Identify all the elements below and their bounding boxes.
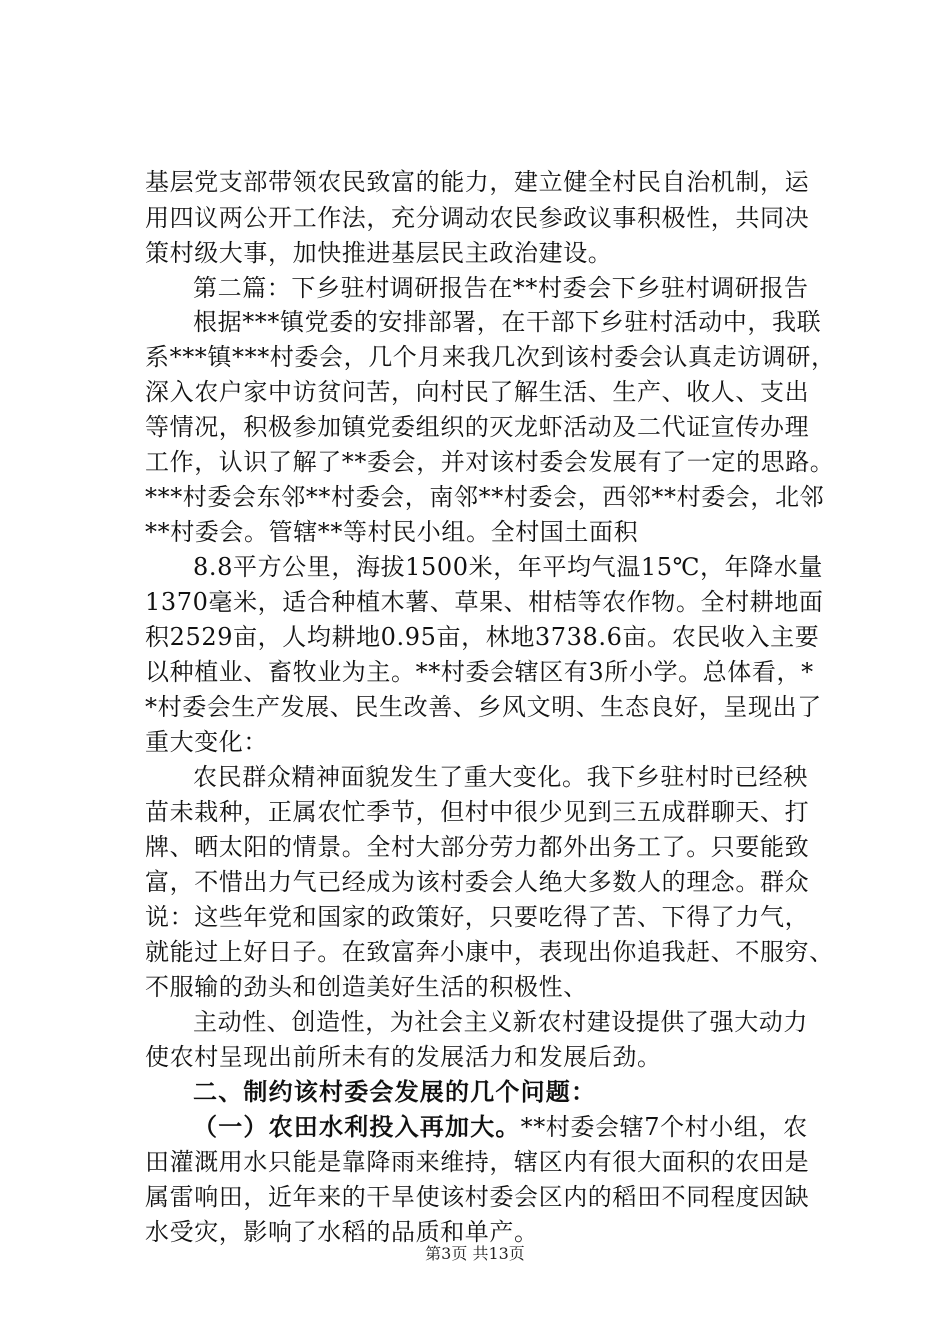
paragraph-line: 工作，认识了解了**委会，并对该村委会发展有了一定的思路。 bbox=[145, 448, 835, 476]
paragraph-line: 说：这些年党和国家的政策好，只要吃得了苦、下得了力气， bbox=[145, 903, 810, 931]
subsection-heading: （一）农田水利投入再加大。 bbox=[193, 1113, 521, 1141]
paragraph-line: 基层党支部带领农民致富的能力，建立健全村民自治机制，运 bbox=[145, 168, 810, 196]
paragraph-line: 苗未栽种，正属农忙季节，但村中很少见到三五成群聊天、打 bbox=[145, 798, 810, 826]
paragraph-line: 策村级大事，加快推进基层民主政治建设。 bbox=[145, 239, 613, 267]
paragraph-line: 富，不惜出力气已经成为该村委会人绝大多数人的理念。群众 bbox=[145, 868, 810, 896]
section-title: 第二篇：下乡驻村调研报告在**村委会下乡驻村调研报告 bbox=[193, 274, 809, 302]
paragraph-line: 深入农户家中访贫问苦，向村民了解生活、生产、收人、支出 bbox=[145, 378, 810, 406]
paragraph-line: 以种植业、畜牧业为主。**村委会辖区有3所小学。总体看，* bbox=[145, 658, 814, 686]
paragraph-line: 不服输的劲头和创造美好生活的积极性、 bbox=[145, 973, 588, 1001]
paragraph-line: 牌、晒太阳的情景。全村大部分劳力都外出务工了。只要能致 bbox=[145, 833, 810, 861]
page-footer: 第3页 共13页 bbox=[425, 1244, 525, 1263]
paragraph-line bbox=[193, 1110, 808, 1144]
paragraph-line: *村委会生产发展、民生改善、乡风文明、生态良好，呈现出了 bbox=[145, 693, 822, 721]
paragraph-text: **村委会辖7个村小组，农 bbox=[520, 1113, 808, 1141]
paragraph-line: 1370毫米，适合种植木薯、草果、柑桔等农作物。全村耕地面 bbox=[145, 588, 824, 616]
paragraph-line: 等情况，积极参加镇党委组织的灭龙虾活动及二代证宣传办理 bbox=[145, 413, 810, 441]
paragraph-line: 8.8平方公里，海拔1500米，年平均气温15℃，年降水量 bbox=[193, 553, 824, 581]
paragraph-line: 积2529亩，人均耕地0.95亩，林地3738.6亩。农民收入主要 bbox=[145, 623, 820, 651]
paragraph-line: 重大变化： bbox=[145, 728, 268, 756]
paragraph-line: 农民群众精神面貌发生了重大变化。我下乡驻村时已经秧 bbox=[193, 763, 808, 791]
section-heading: 二、制约该村委会发展的几个问题： bbox=[193, 1078, 597, 1106]
paragraph-line: 系***镇***村委会，几个月来我几次到该村委会认真走访调研， bbox=[145, 343, 836, 371]
paragraph-line: 根据***镇党委的安排部署，在干部下乡驻村活动中，我联 bbox=[193, 308, 822, 336]
paragraph-line: 主动性、创造性，为社会主义新农村建设提供了强大动力 bbox=[193, 1008, 808, 1036]
paragraph-line: ***村委会东邻**村委会，南邻**村委会，西邻**村委会，北邻 bbox=[145, 483, 825, 511]
paragraph-line: 水受灾，影响了水稻的品质和单产。 bbox=[145, 1218, 539, 1246]
paragraph-line: **村委会。管辖**等村民小组。全村国土面积 bbox=[145, 518, 639, 546]
paragraph-line: 属雷响田，近年来的干旱使该村委会区内的稻田不同程度因缺 bbox=[145, 1183, 810, 1211]
paragraph-line: 用四议两公开工作法，充分调动农民参政议事积极性，共同决 bbox=[145, 204, 810, 232]
paragraph-line: 田灌溉用水只能是靠降雨来维持，辖区内有很大面积的农田是 bbox=[145, 1148, 810, 1176]
paragraph-line: 使农村呈现出前所未有的发展活力和发展后劲。 bbox=[145, 1043, 662, 1071]
paragraph-line: 就能过上好日子。在致富奔小康中，表现出你追我赶、不服穷、 bbox=[145, 938, 834, 966]
